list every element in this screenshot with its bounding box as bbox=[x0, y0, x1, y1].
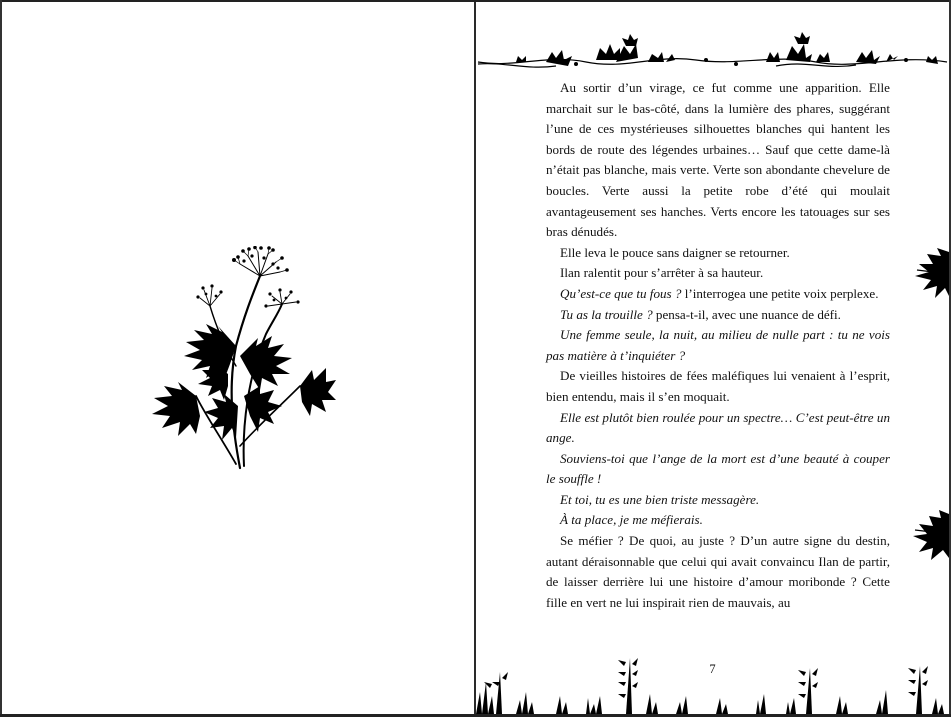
paragraph: Ilan ralentit pour s’arrêter à sa hauteur. bbox=[560, 265, 764, 281]
text-span: pensa-t-il, avec une nuance de défi. bbox=[652, 306, 841, 322]
paragraph bbox=[546, 284, 890, 305]
paragraph: Elle leva le pouce sans daigner se retourner. bbox=[560, 244, 790, 260]
leaf-sprig-ornament-icon bbox=[897, 508, 949, 568]
plant-illustration-icon bbox=[140, 246, 336, 472]
paragraph: De vieilles histoires de fées maléfiques lui venaient à l’esprit, bien entendu, mais il s’en moquait. bbox=[546, 368, 890, 404]
paragraph: Se méfier ? De quoi, au juste ? D’un autre signe du destin, autant déraisonnable que celui qui avait convaincu Ilan de partir, de laisser derrière lui une histoire d’amour moribonde ? Cette fille en vert ne lui inspirait rien de mauvais, au bbox=[546, 533, 890, 610]
right-page bbox=[476, 2, 949, 714]
paragraph: Souviens-toi que l’ange de la mort est d’une beauté à couper le souffle ! bbox=[546, 450, 890, 487]
grass-silhouette-ornament-icon bbox=[476, 652, 949, 714]
paragraph bbox=[546, 305, 890, 326]
leafy-vine-ornament-icon bbox=[476, 32, 949, 74]
paragraph: Une femme seule, la nuit, au milieu de nulle part : tu ne vois pas matière à t’inquiéter ? bbox=[546, 327, 890, 363]
italic-span: Qu’est-ce que tu fous ? bbox=[560, 285, 682, 301]
paragraph: Au sortir d’un virage, ce fut comme une apparition. Elle marchait sur le bas-côté, dans la lumière des phares, suggérant l’une de ces mystérieuses silhouettes blanches qui hantent les bords de route des légendes urbaines… Sauf que cette dame-là n’était pas blanche, mais verte. Verte son abondante chevelure de boucles. Verte aussi la petite robe d’été qui moulait avantageusement ses hanches. Verts encore les tatouages sur ses bras dénudés. bbox=[546, 80, 890, 240]
page-number: 7 bbox=[709, 662, 716, 676]
left-page bbox=[2, 2, 474, 714]
text-span: l’interrogea une petite voix perplexe. bbox=[681, 285, 879, 301]
italic-span: Tu as la trouille ? bbox=[560, 306, 653, 322]
paragraph: Elle est plutôt bien roulée pour un spectre… C’est peut-être un ange. bbox=[546, 409, 890, 446]
leaf-sprig-ornament-icon bbox=[897, 244, 949, 304]
body-text bbox=[546, 78, 890, 613]
paragraph: À ta place, je me méfierais. bbox=[560, 512, 703, 528]
paragraph: Et toi, tu es une bien triste messagère. bbox=[560, 491, 760, 507]
